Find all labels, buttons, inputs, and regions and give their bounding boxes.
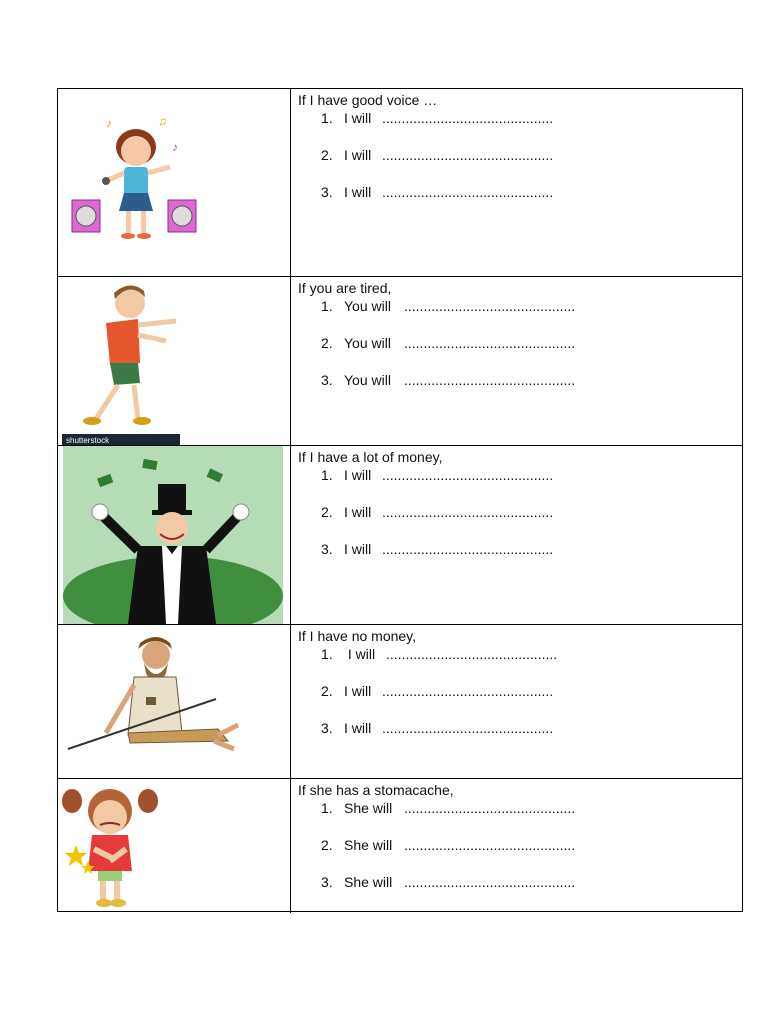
girl-singing-illustration: [58, 89, 291, 276]
answer-cell: [291, 446, 742, 624]
answer-line[interactable]: 3. You will ............................................: [321, 372, 576, 388]
answer-list: [298, 645, 742, 756]
answer-line[interactable]: 3. I will ............................................: [321, 184, 554, 200]
answer-list: [298, 297, 742, 408]
worksheet-row: [58, 625, 742, 779]
svg-text:♪: ♪: [172, 140, 178, 154]
poor-beggar-illustration: [58, 625, 291, 778]
answer-line[interactable]: 1. I will ............................................: [321, 646, 558, 662]
answer-list: [298, 109, 742, 220]
girl-with-stomachache-illustration: [58, 779, 291, 913]
answer-cell: [291, 277, 742, 445]
answer-list: [298, 466, 742, 577]
answer-cell: [291, 625, 742, 778]
answer-line[interactable]: 2. I will ............................................: [321, 147, 554, 163]
answer-line[interactable]: 2. She will ............................................: [321, 837, 576, 853]
worksheet-row: [58, 779, 742, 913]
svg-text:♪: ♪: [106, 116, 112, 130]
worksheet-table: [57, 88, 743, 912]
answer-line[interactable]: 1. I will ............................................: [321, 467, 554, 483]
rich-man-with-money-illustration: [58, 446, 291, 624]
watermark-text: shutterstock: [66, 436, 110, 445]
answer-line[interactable]: 2. You will ............................................: [321, 335, 576, 351]
svg-text:♫: ♫: [158, 114, 167, 128]
worksheet-row: [58, 277, 742, 446]
prompt-text: If I have a lot of money,: [298, 449, 443, 465]
answer-cell: [291, 89, 742, 276]
prompt-text: If I have no money,: [298, 628, 417, 644]
answer-line[interactable]: 1. You will ............................................: [321, 298, 576, 314]
answer-line[interactable]: 2. I will ............................................: [321, 683, 554, 699]
answer-line[interactable]: 3. I will ............................................: [321, 720, 554, 736]
answer-line[interactable]: 3. She will ............................................: [321, 874, 576, 890]
worksheet-row: [58, 446, 742, 625]
picture-cell: [58, 779, 291, 913]
answer-cell: [291, 779, 742, 913]
tired-boy-illustration: [58, 277, 291, 445]
prompt-text: If I have good voice …: [298, 92, 438, 108]
picture-cell: [58, 625, 291, 778]
answer-line[interactable]: 1. I will ............................................: [321, 110, 554, 126]
picture-cell: [58, 89, 291, 276]
picture-cell: [58, 446, 291, 624]
answer-line[interactable]: 2. I will ............................................: [321, 504, 554, 520]
answer-line[interactable]: 1. She will ............................................: [321, 800, 576, 816]
answer-line[interactable]: 3. I will ............................................: [321, 541, 554, 557]
prompt-text: If she has a stomacache,: [298, 782, 454, 798]
prompt-text: If you are tired,: [298, 280, 392, 296]
worksheet-row: [58, 89, 742, 277]
answer-list: [298, 799, 742, 910]
picture-cell: [58, 277, 291, 445]
